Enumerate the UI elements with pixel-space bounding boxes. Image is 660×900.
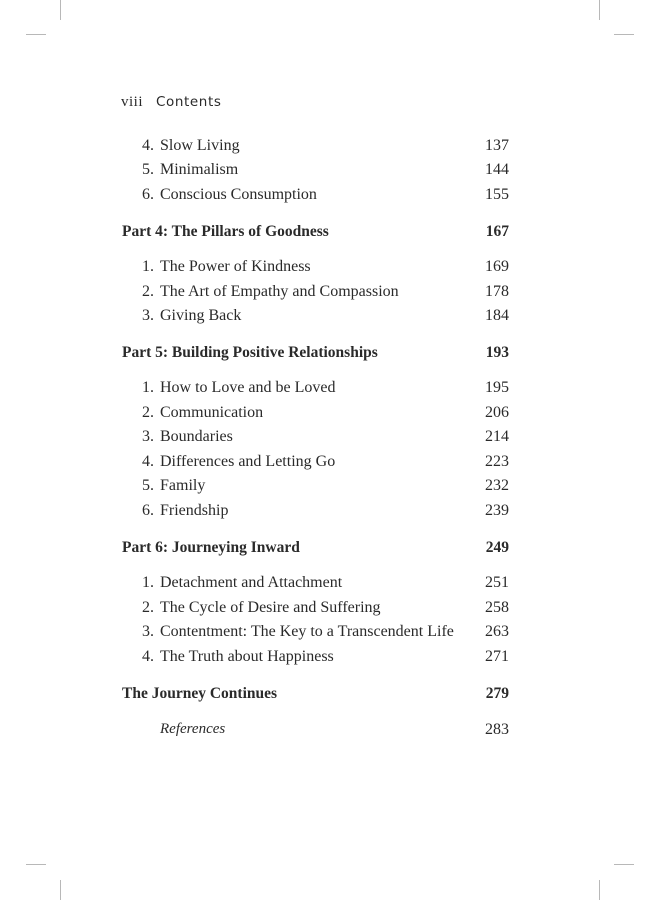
toc-entry[interactable]: [122, 574, 509, 596]
entry-page: 184: [485, 307, 509, 324]
entry-title: References: [160, 721, 226, 737]
toc-entry[interactable]: [122, 648, 509, 670]
toc-entry[interactable]: [122, 258, 509, 280]
entry-title: Differences and Letting Go: [160, 453, 336, 470]
toc-entry[interactable]: [122, 623, 509, 645]
entry-number: 1.: [142, 258, 154, 275]
entry-number: 6.: [142, 186, 154, 203]
toc-entry[interactable]: [122, 477, 509, 499]
entry-page: 258: [485, 599, 509, 616]
entry-page: 144: [485, 161, 509, 178]
crop-mark: [60, 0, 61, 20]
entry-number: 3.: [142, 307, 154, 324]
entry-title: Slow Living: [160, 137, 240, 154]
entry-page: 271: [485, 648, 509, 665]
toc-entry[interactable]: [122, 502, 509, 524]
entry-title: The Art of Empathy and Compassion: [160, 283, 399, 300]
toc-part-6[interactable]: [122, 539, 509, 561]
entry-title: Giving Back: [160, 307, 242, 324]
entry-number: 4.: [142, 137, 154, 154]
toc-entry[interactable]: [122, 137, 509, 159]
crop-mark: [614, 864, 634, 865]
crop-mark: [26, 864, 46, 865]
entry-page: 155: [485, 186, 509, 203]
entry-title: Boundaries: [160, 428, 233, 445]
entry-title: Conscious Consumption: [160, 186, 317, 203]
toc-entry[interactable]: [122, 404, 509, 426]
entry-title: How to Love and be Loved: [160, 379, 336, 396]
part-title: The Journey Continues: [122, 685, 278, 702]
crop-mark: [614, 34, 634, 35]
part-page: 193: [485, 344, 509, 361]
entry-page: 206: [485, 404, 509, 421]
entry-number: 2.: [142, 404, 154, 421]
entry-page: 283: [485, 721, 509, 738]
entry-page: 178: [485, 283, 509, 300]
toc-part-5[interactable]: [122, 344, 509, 366]
page-number: viii: [121, 94, 144, 110]
entry-number: 5.: [142, 161, 154, 178]
entry-page: 239: [485, 502, 509, 519]
entry-page: 137: [485, 137, 509, 154]
entry-title: The Cycle of Desire and Suffering: [160, 599, 381, 616]
entry-number: 3.: [142, 428, 154, 445]
toc-entry[interactable]: [122, 453, 509, 475]
entry-number: 4.: [142, 453, 154, 470]
toc-part-4[interactable]: [122, 223, 509, 245]
part-page: 279: [485, 685, 509, 702]
toc-entry[interactable]: [122, 428, 509, 450]
crop-mark: [60, 880, 61, 900]
crop-mark: [599, 0, 600, 20]
toc-entry[interactable]: [122, 186, 509, 208]
entry-number: 1.: [142, 574, 154, 591]
entry-title: Family: [160, 477, 206, 494]
toc-references[interactable]: [122, 721, 509, 743]
entry-page: 214: [485, 428, 509, 445]
running-title: Contents: [155, 94, 222, 110]
entry-number: 4.: [142, 648, 154, 665]
toc-entry[interactable]: [122, 307, 509, 329]
entry-title: Communication: [160, 404, 264, 421]
crop-mark: [26, 34, 46, 35]
entry-title: Friendship: [160, 502, 229, 519]
part-title: Part 6: Journeying Inward: [122, 539, 300, 556]
part-page: 249: [485, 539, 509, 556]
toc-journey-continues[interactable]: [122, 685, 509, 707]
entry-number: 3.: [142, 623, 154, 640]
entry-title: Contentment: The Key to a Transcendent Life: [160, 623, 454, 640]
entry-page: 232: [485, 477, 509, 494]
entry-page: 223: [485, 453, 509, 470]
part-page: 167: [485, 223, 509, 240]
entry-number: 6.: [142, 502, 154, 519]
entry-number: 2.: [142, 599, 154, 616]
entry-page: 169: [485, 258, 509, 275]
part-title: Part 4: The Pillars of Goodness: [122, 223, 329, 240]
entry-page: 195: [485, 379, 509, 396]
crop-mark: [599, 880, 600, 900]
entry-title: Detachment and Attachment: [160, 574, 343, 591]
entry-title: The Power of Kindness: [160, 258, 311, 275]
part-title: Part 5: Building Positive Relationships: [122, 344, 378, 361]
entry-number: 2.: [142, 283, 154, 300]
entry-number: 5.: [142, 477, 154, 494]
entry-page: 263: [485, 623, 509, 640]
running-header: [121, 94, 222, 111]
toc-entry[interactable]: [122, 379, 509, 401]
entry-page: 251: [485, 574, 509, 591]
toc-entry[interactable]: [122, 283, 509, 305]
entry-number: 1.: [142, 379, 154, 396]
entry-title: Minimalism: [160, 161, 239, 178]
toc-entry[interactable]: [122, 161, 509, 183]
toc-entry[interactable]: [122, 599, 509, 621]
entry-title: The Truth about Happiness: [160, 648, 334, 665]
